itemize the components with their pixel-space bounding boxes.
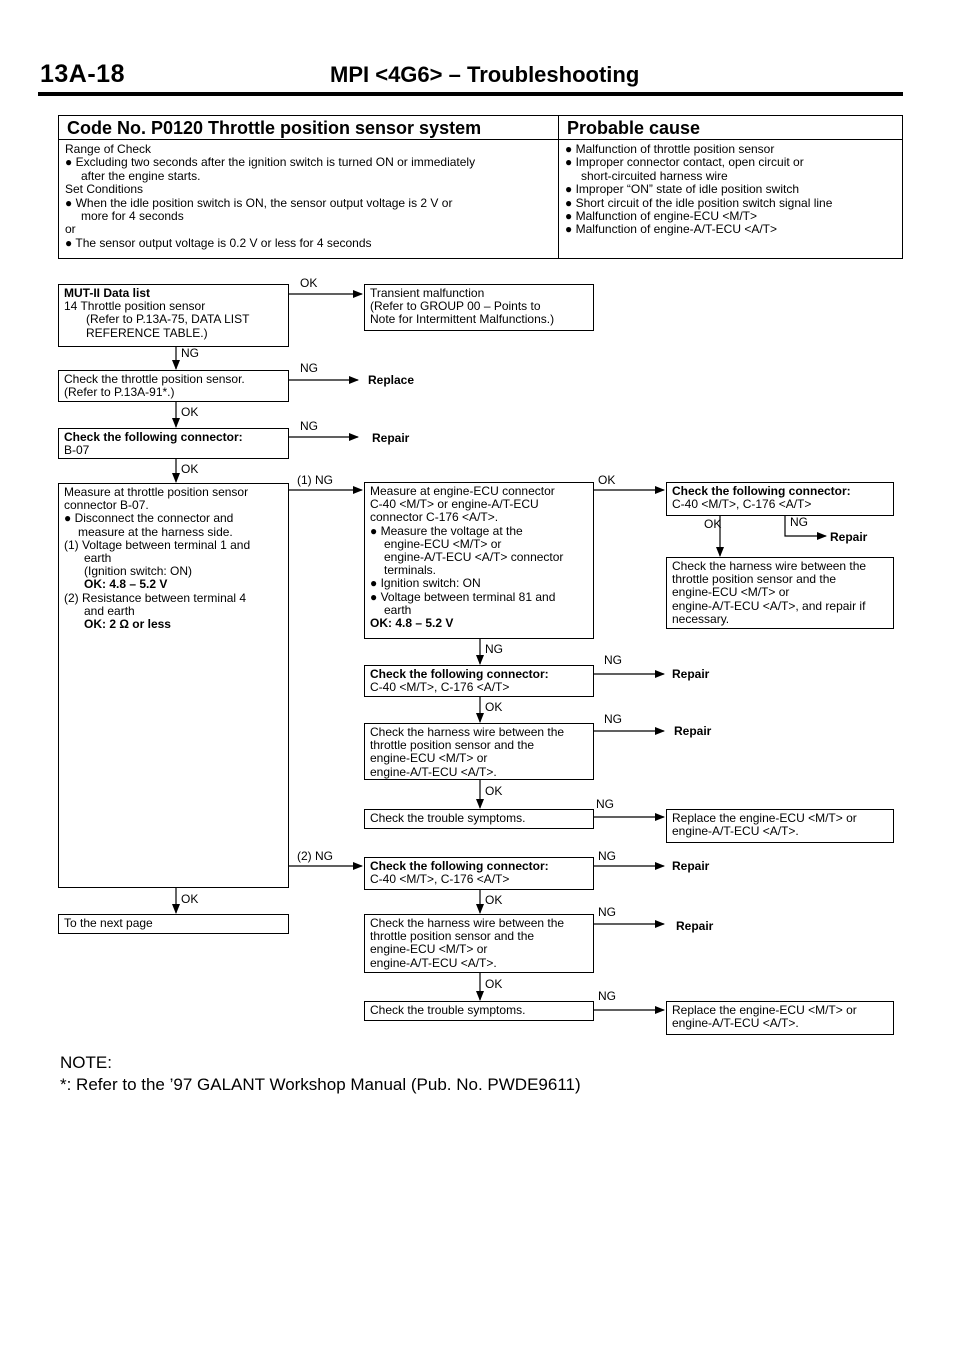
box-line: engine-ECU <M/T> or <box>384 536 502 551</box>
ng-label: NG <box>596 797 614 811</box>
cause-line: ● Malfunction of engine-ECU <M/T> <box>565 209 757 224</box>
cause-line: ● Improper “ON” state of idle position switch <box>565 182 799 197</box>
box-line: OK: 4.8 – 5.2 V <box>84 577 168 592</box>
box-line: ● Disconnect the connector and <box>64 511 234 526</box>
ok-label: OK <box>181 462 199 476</box>
result-repair: Repair <box>672 859 710 873</box>
cause-line: ● Improper connector contact, open circuit or <box>565 155 804 170</box>
box-line: C-40 <M/T>, C-176 <A/T> <box>370 680 510 695</box>
check-sensor-box <box>58 370 289 402</box>
box-line: B-07 <box>64 443 90 458</box>
box-line: Transient malfunction <box>370 286 485 300</box>
range-line: ● The sensor output voltage is 0.2 V or less for 4 seconds <box>65 235 372 250</box>
check-connector-c40-a-box <box>364 665 594 697</box>
box-line: 14 Throttle position sensor <box>64 299 206 314</box>
box-line: C-40 <M/T> or engine-A/T-ECU <box>370 497 539 512</box>
box-line: earth <box>84 551 112 566</box>
ok-label: OK <box>181 892 199 906</box>
check-connector-c40-right-box <box>666 482 894 516</box>
page-number: 13A-18 <box>40 60 125 88</box>
box-line: C-40 <M/T>, C-176 <A/T> <box>370 872 510 887</box>
ok-label: OK <box>485 784 503 798</box>
box-line: Replace the engine-ECU <M/T> or <box>672 1003 857 1017</box>
ng-label: NG <box>790 515 808 529</box>
box-line: (Refer to GROUP 00 – Points to <box>370 299 541 314</box>
mut-data-list-box <box>58 284 289 347</box>
box-line: (2) Resistance between terminal 4 <box>64 590 247 605</box>
ng-label: NG <box>598 849 616 863</box>
box-line: engine-ECU <M/T> or <box>370 751 488 766</box>
box-line: OK: 4.8 – 5.2 V <box>370 616 454 631</box>
box-line: throttle position sensor and the <box>370 738 535 753</box>
box-line: earth <box>384 602 412 617</box>
replace-ecu-a-box <box>666 809 894 843</box>
box-line: Check the trouble symptoms. <box>370 1003 526 1017</box>
note-label: NOTE: <box>60 1053 112 1072</box>
box-line: To the next page <box>64 916 153 930</box>
ng-label: NG <box>604 653 622 667</box>
box-line: Check the harness wire between the <box>370 725 565 739</box>
box-line: Note for Intermittent Malfunctions.) <box>370 312 555 327</box>
box-line: (Refer to P.13A-91*.) <box>64 385 175 400</box>
box-line: ● Voltage between terminal 81 and <box>370 589 556 604</box>
cause-title: Probable cause <box>559 116 902 140</box>
box-line: (Refer to P.13A-75, DATA LIST <box>86 312 250 327</box>
box-line: connector B-07. <box>64 498 149 513</box>
measure-sensor-box <box>58 483 289 888</box>
ng1-label: (1) NG <box>297 473 333 487</box>
result-repair: Repair <box>830 530 868 544</box>
result-repair: Repair <box>674 724 712 738</box>
range-line: after the engine starts. <box>81 168 201 183</box>
transient-box <box>364 284 594 331</box>
cause-line: ● Malfunction of throttle position sensor <box>565 142 775 156</box>
box-line: Check the following connector: <box>370 667 549 681</box>
ng-label: NG <box>300 361 318 375</box>
box-line: engine-A/T-ECU <A/T>. <box>672 1016 799 1031</box>
trouble-a-box <box>364 809 594 829</box>
note-text: *: Refer to the ’97 GALANT Workshop Manual (Pub. No. PWDE9611) <box>60 1075 581 1094</box>
ok-label: OK <box>598 473 616 487</box>
box-line: REFERENCE TABLE.) <box>86 325 208 340</box>
page-title: MPI <4G6> – Troubleshooting <box>330 62 640 87</box>
box-line: Check the following connector: <box>672 484 851 498</box>
cause-line: short-circuited harness wire <box>581 168 728 183</box>
range-line: Set Conditions <box>65 182 144 197</box>
ok-label: OK <box>181 405 199 419</box>
box-line: engine-ECU <M/T> or <box>370 942 488 957</box>
box-line: engine-A/T-ECU <A/T>. <box>672 824 799 839</box>
next-page-box <box>58 914 289 934</box>
harness-right-box <box>666 557 894 629</box>
ng-label: NG <box>181 346 199 360</box>
cause-line: ● Malfunction of engine-A/T-ECU <A/T> <box>565 222 778 237</box>
ng-label: NG <box>598 905 616 919</box>
box-line: Check the following connector: <box>64 430 243 444</box>
replace-ecu-b-box <box>666 1001 894 1035</box>
box-line: Check the harness wire between the <box>672 559 867 573</box>
box-line: engine-A/T-ECU <A/T>, and repair if <box>672 598 866 613</box>
range-line: ● Excluding two seconds after the ignition switch is turned ON or immediately <box>65 155 476 170</box>
box-line: (Ignition switch: ON) <box>84 564 193 579</box>
ok-label: OK <box>485 700 503 714</box>
ok-label: OK <box>300 276 318 290</box>
box-line: Check the trouble symptoms. <box>370 811 526 825</box>
box-line: measure at the harness side. <box>78 524 233 539</box>
box-line: Check the following connector: <box>370 859 549 873</box>
box-line: terminals. <box>384 563 437 578</box>
range-line: more for 4 seconds <box>81 209 184 224</box>
check-connector-c40-b-box <box>364 857 594 890</box>
box-line: Replace the engine-ECU <M/T> or <box>672 811 857 825</box>
result-repair: Repair <box>676 919 714 933</box>
box-line: ● Measure the voltage at the <box>370 523 523 538</box>
result-repair: Repair <box>672 667 710 681</box>
box-line: necessary. <box>672 611 730 626</box>
box-line: and earth <box>84 603 135 618</box>
range-line: ● When the idle position switch is ON, the sensor output voltage is 2 V or <box>65 195 453 210</box>
result-repair: Repair <box>372 431 410 445</box>
box-line: ● Ignition switch: ON <box>370 576 481 591</box>
ng-label: NG <box>300 419 318 433</box>
box-line: connector C-176 <A/T>. <box>370 510 499 525</box>
box-line: throttle position sensor and the <box>672 572 837 587</box>
box-line: (1) Voltage between terminal 1 and <box>64 537 251 552</box>
box-line: Check the harness wire between the <box>370 916 565 930</box>
range-line: Range of Check <box>65 142 152 156</box>
box-line: engine-A/T-ECU <A/T>. <box>370 955 497 970</box>
box-line: OK: 2 Ω or less <box>84 617 171 632</box>
cause-line: ● Short circuit of the idle position switch signal line <box>565 195 833 210</box>
box-line: throttle position sensor and the <box>370 929 535 944</box>
ok-label: OK <box>485 977 503 991</box>
ok-label: OK <box>485 893 503 907</box>
box-line: engine-ECU <M/T> or <box>672 585 790 600</box>
result-replace: Replace <box>368 373 415 387</box>
box-line: Check the throttle position sensor. <box>64 372 245 386</box>
box-line: Measure at engine-ECU connector <box>370 484 555 498</box>
code-title: Code No. P0120 Throttle position sensor system <box>59 116 558 140</box>
check-connector-b07-box <box>58 428 289 459</box>
range-line: or <box>65 222 76 237</box>
ng-label: NG <box>604 712 622 726</box>
box-line: Measure at throttle position sensor <box>64 485 249 499</box>
ng-label: NG <box>485 642 503 656</box>
box-line: engine-A/T-ECU <A/T>. <box>370 764 497 779</box>
harness-a-box <box>364 723 594 780</box>
note <box>60 1052 581 1096</box>
box-line: engine-A/T-ECU <A/T> connector <box>384 550 564 565</box>
trouble-b-box <box>364 1001 594 1021</box>
measure-ecu-box <box>364 482 594 639</box>
ok-label: OK <box>704 517 722 531</box>
ng-label: NG <box>598 989 616 1003</box>
box-line: C-40 <M/T>, C-176 <A/T> <box>672 497 812 512</box>
box-line: MUT-II Data list <box>64 286 151 300</box>
ng2-label: (2) NG <box>297 849 333 863</box>
harness-b-box <box>364 914 594 973</box>
